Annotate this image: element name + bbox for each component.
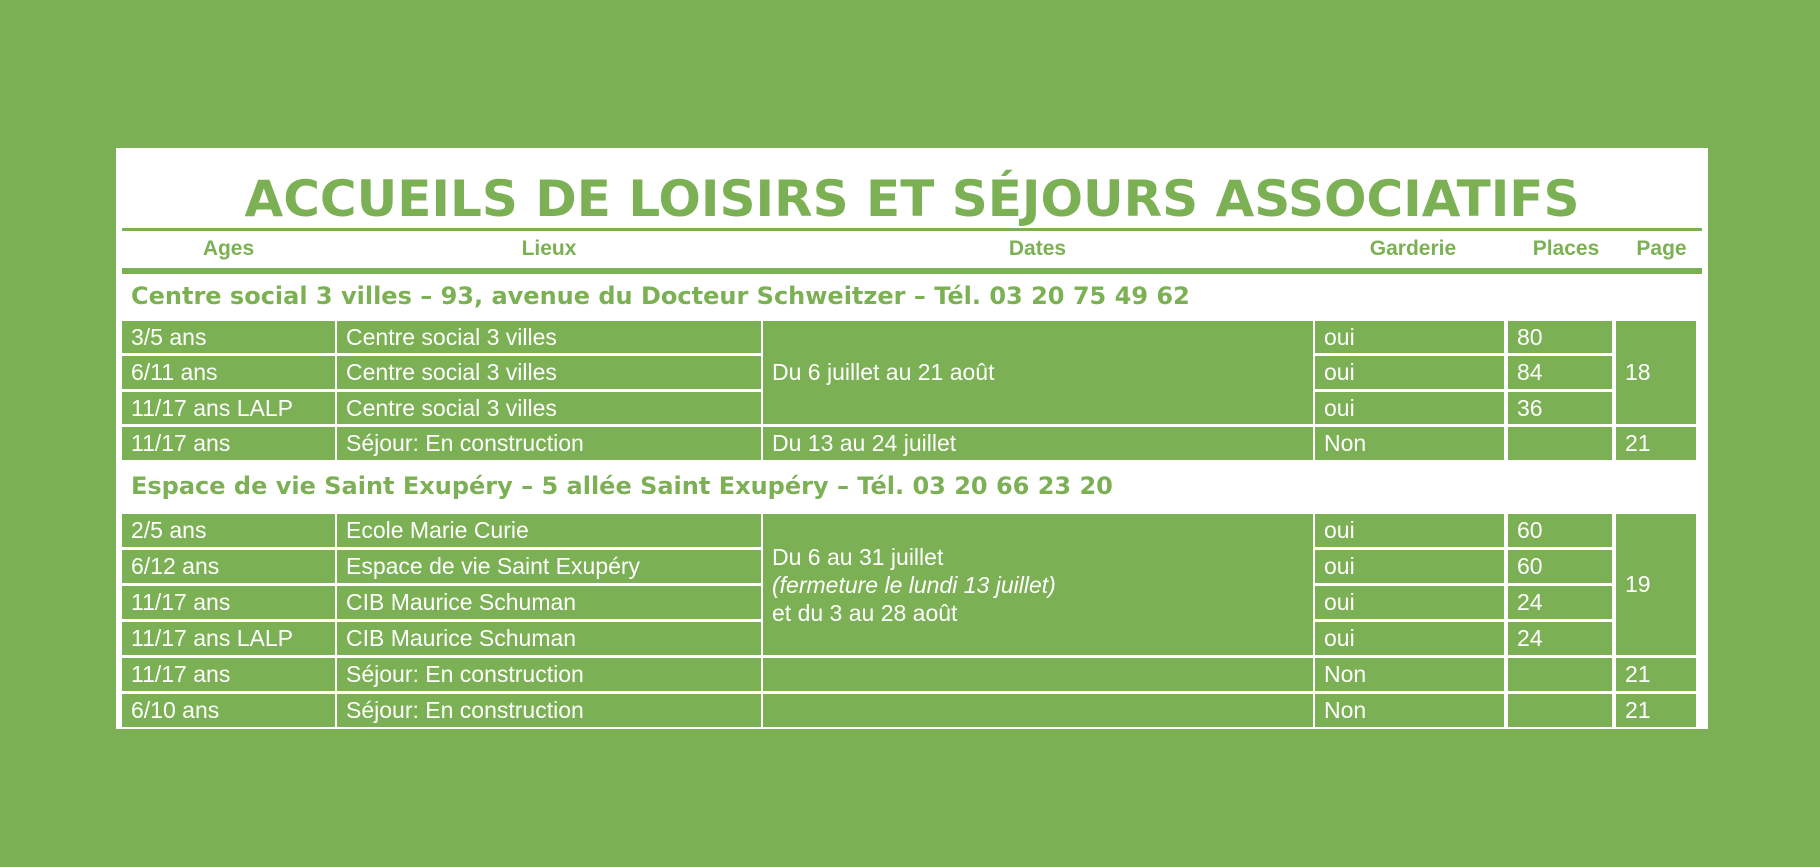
cell-dates bbox=[763, 694, 1313, 727]
cell-age: 11/17 ans bbox=[122, 586, 335, 619]
cell-page: 21 bbox=[1616, 694, 1696, 727]
section-title-espace-de-vie: Espace de vie Saint Exupéry – 5 allée Saint Exupéry – Tél. 03 20 66 23 20 bbox=[131, 472, 1113, 500]
cell-places: 24 bbox=[1508, 586, 1612, 619]
cell-garderie: oui bbox=[1315, 514, 1504, 547]
cell-age: 6/11 ans bbox=[122, 356, 335, 389]
cell-garderie: oui bbox=[1315, 622, 1504, 655]
cell-places bbox=[1508, 427, 1612, 460]
cell-age: 11/17 ans LALP bbox=[122, 392, 335, 424]
activities-panel bbox=[116, 148, 1708, 729]
cell-garderie: Non bbox=[1315, 658, 1504, 691]
cell-page-merged: 19 bbox=[1616, 514, 1696, 655]
header-ages: Ages bbox=[202, 237, 255, 260]
cell-lieu: Centre social 3 villes bbox=[337, 356, 761, 389]
cell-page-merged: 18 bbox=[1616, 321, 1696, 424]
dates-line: Du 6 au 31 juillet bbox=[772, 543, 944, 570]
cell-garderie: Non bbox=[1315, 694, 1504, 727]
header-rule-top bbox=[122, 228, 1702, 231]
cell-page: 21 bbox=[1616, 427, 1696, 460]
cell-lieu: CIB Maurice Schuman bbox=[337, 586, 761, 619]
dates-line: et du 3 au 28 août bbox=[772, 599, 958, 626]
cell-places: 84 bbox=[1508, 356, 1612, 389]
header-page: Page bbox=[1636, 237, 1687, 260]
cell-age: 3/5 ans bbox=[122, 321, 335, 353]
cell-age: 11/17 ans LALP bbox=[122, 622, 335, 655]
cell-age: 11/17 ans bbox=[122, 658, 335, 691]
cell-garderie: oui bbox=[1315, 550, 1504, 583]
cell-garderie: oui bbox=[1315, 321, 1504, 353]
cell-lieu: Séjour: En construction bbox=[337, 427, 761, 460]
cell-garderie: oui bbox=[1315, 356, 1504, 389]
page-title: ACCUEILS DE LOISIRS ET SÉJOURS ASSOCIATIFS bbox=[244, 170, 1580, 228]
cell-lieu: Séjour: En construction bbox=[337, 694, 761, 727]
cell-places bbox=[1508, 658, 1612, 691]
cell-age: 11/17 ans bbox=[122, 427, 335, 460]
dates-note: (fermeture le lundi 13 juillet) bbox=[772, 571, 1056, 598]
cell-places: 80 bbox=[1508, 321, 1612, 353]
cell-dates-merged: Du 6 juillet au 21 août bbox=[763, 321, 1313, 424]
cell-garderie: oui bbox=[1315, 392, 1504, 424]
header-places: Places bbox=[1532, 237, 1600, 260]
cell-places: 60 bbox=[1508, 550, 1612, 583]
header-dates: Dates bbox=[1008, 237, 1067, 260]
cell-lieu: Ecole Marie Curie bbox=[337, 514, 761, 547]
cell-dates: Du 13 au 24 juillet bbox=[763, 427, 1313, 460]
header-lieux: Lieux bbox=[521, 237, 577, 260]
cell-places: 36 bbox=[1508, 392, 1612, 424]
cell-lieu: Centre social 3 villes bbox=[337, 392, 761, 424]
cell-lieu: CIB Maurice Schuman bbox=[337, 622, 761, 655]
cell-age: 6/12 ans bbox=[122, 550, 335, 583]
cell-dates bbox=[763, 658, 1313, 691]
cell-lieu: Centre social 3 villes bbox=[337, 321, 761, 353]
section-title-centre-social: Centre social 3 villes – 93, avenue du Docteur Schweitzer – Tél. 03 20 75 49 62 bbox=[131, 282, 1190, 310]
table-header bbox=[122, 232, 1702, 266]
cell-garderie: Non bbox=[1315, 427, 1504, 460]
header-rule-bottom bbox=[122, 268, 1702, 274]
cell-dates-merged bbox=[763, 514, 1313, 655]
cell-garderie: oui bbox=[1315, 586, 1504, 619]
cell-age: 2/5 ans bbox=[122, 514, 335, 547]
header-garderie: Garderie bbox=[1369, 237, 1457, 260]
cell-places bbox=[1508, 694, 1612, 727]
cell-places: 24 bbox=[1508, 622, 1612, 655]
cell-lieu: Séjour: En construction bbox=[337, 658, 761, 691]
cell-places: 60 bbox=[1508, 514, 1612, 547]
cell-page: 21 bbox=[1616, 658, 1696, 691]
cell-lieu: Espace de vie Saint Exupéry bbox=[337, 550, 761, 583]
cell-age: 6/10 ans bbox=[122, 694, 335, 727]
